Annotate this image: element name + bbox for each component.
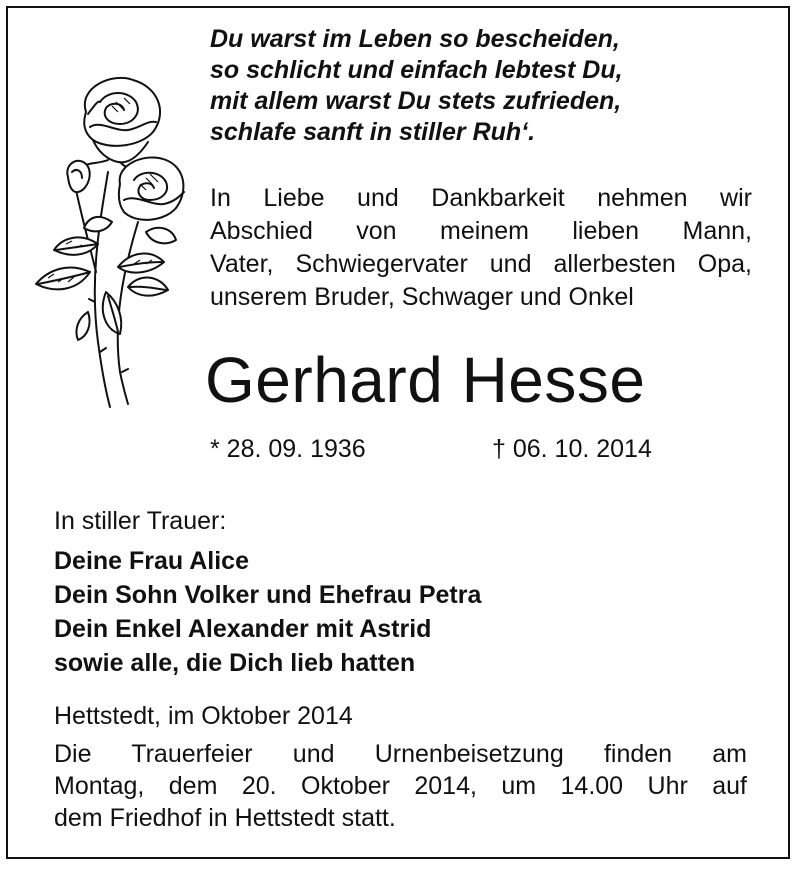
- mourning-label: In stiller Trauer:: [54, 507, 227, 535]
- ceremony-info: [54, 738, 747, 834]
- poem-line: Du warst im Leben so bescheiden,: [210, 25, 620, 53]
- poem: [210, 24, 770, 148]
- ceremony-line: dem Friedhof in Hettstedt statt.: [54, 804, 396, 832]
- place-date: Hettstedt, im Oktober 2014: [54, 702, 353, 730]
- poem-line: so schlicht und einfach lebtest Du,: [210, 56, 623, 84]
- farewell-line: Abschied von meinem lieben Mann,: [210, 217, 752, 245]
- mourner-line: sowie alle, die Dich lieb hatten: [54, 649, 416, 677]
- mourner-line: Dein Enkel Alexander mit Astrid: [54, 615, 432, 643]
- deceased-name: Gerhard Hesse: [205, 344, 646, 416]
- poem-line: schlafe sanft in stiller Ruh‘.: [210, 118, 536, 146]
- poem-line: mit allem warst Du stets zufrieden,: [210, 87, 622, 115]
- mourners-list: [54, 544, 481, 680]
- mourner-line: Deine Frau Alice: [54, 547, 249, 575]
- ceremony-line: Montag, dem 20. Oktober 2014, um 14.00 Uhr auf: [54, 772, 747, 800]
- farewell-line: unserem Bruder, Schwager und Onkel: [210, 283, 634, 311]
- ceremony-line: Die Trauerfeier und Urnenbeisetzung finden am: [54, 740, 747, 768]
- rose-icon: [28, 72, 193, 412]
- farewell-text: [210, 182, 752, 314]
- mourner-line: Dein Sohn Volker und Ehefrau Petra: [54, 581, 482, 609]
- farewell-line: Vater, Schwiegervater und allerbesten Opa,: [210, 250, 752, 278]
- death-date: † 06. 10. 2014: [492, 435, 652, 463]
- birth-date: * 28. 09. 1936: [210, 435, 366, 463]
- farewell-line: In Liebe und Dankbarkeit nehmen wir: [210, 184, 752, 212]
